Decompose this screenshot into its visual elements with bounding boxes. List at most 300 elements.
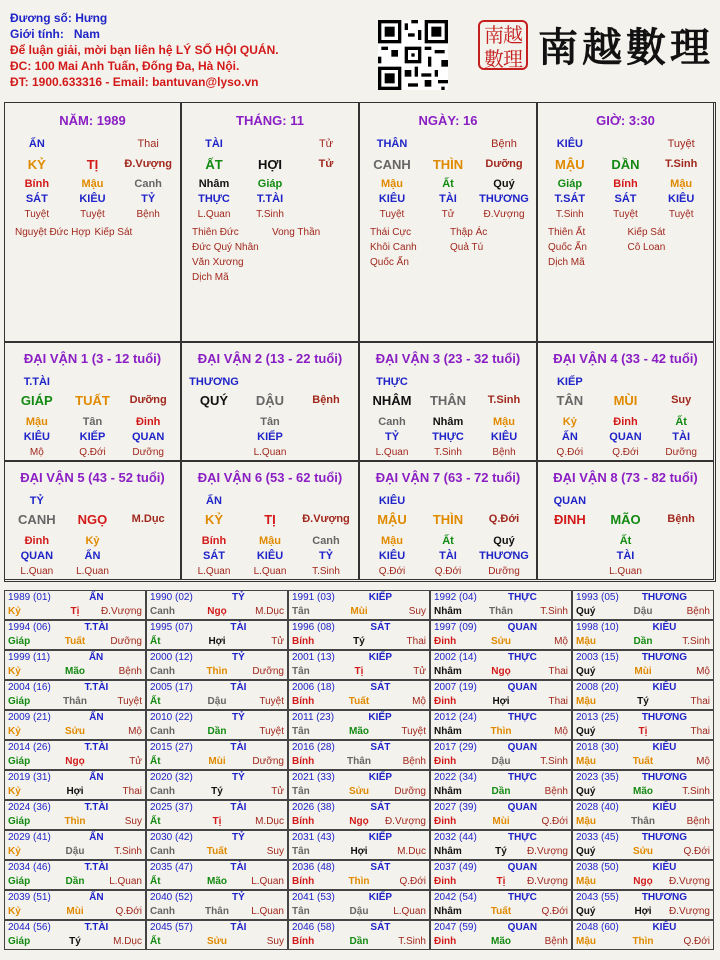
pillar-stars bbox=[15, 225, 174, 240]
year-label: 2009 (21) bbox=[8, 712, 51, 723]
year-cell bbox=[4, 710, 146, 740]
star-label: Khôi Canh bbox=[370, 242, 417, 253]
year-pillar bbox=[289, 635, 429, 649]
year-god: THƯƠNG bbox=[641, 772, 687, 783]
year-pillar bbox=[5, 725, 145, 739]
pillar-hidden-stems-cell: Mậu bbox=[670, 178, 693, 190]
year-stem: Ất bbox=[150, 936, 161, 947]
year-label: 2033 (45) bbox=[576, 832, 619, 843]
pillar-stem-branch bbox=[364, 157, 532, 172]
year-god: KIÊU bbox=[652, 922, 677, 933]
dai-van-life-stage bbox=[186, 445, 354, 460]
seal-stamp: 南越數理 bbox=[478, 20, 528, 70]
year-stem: Mậu bbox=[576, 756, 596, 767]
star-label: Dịch Mã bbox=[192, 272, 229, 283]
year-cell bbox=[572, 650, 714, 680]
dai-van-life-stage-cell: Bệnh bbox=[492, 447, 516, 458]
year-stem: Tân bbox=[292, 786, 310, 797]
dai-van-stem-branch-cell: CANH bbox=[18, 512, 56, 527]
year-branch: Tuất bbox=[490, 906, 512, 917]
year-label: 2023 (35) bbox=[576, 772, 619, 783]
year-pillar bbox=[573, 755, 713, 769]
dai-van-hidden-stems-cell: Đinh bbox=[613, 416, 638, 428]
owner-info: Đương số: Hưng Giới tính: Nam Để luận giải, mời bạn liên hệ LÝ SỐ HỘI QUÁN. ĐC: 100 Mai Anh Tuấn, Đống Đa, Hà Nội. ĐT: 1900.633316 - Email: bantuvan@lyso.vn bbox=[10, 11, 279, 89]
year-cell bbox=[430, 620, 572, 650]
year-god: THƯƠNG bbox=[641, 712, 687, 723]
year-cell bbox=[288, 620, 430, 650]
year-god: T.TÀI bbox=[84, 622, 109, 633]
dai-van-stem-branch-cell: TÂN bbox=[556, 393, 584, 408]
year-pillar bbox=[289, 665, 429, 679]
year-header bbox=[289, 831, 429, 845]
year-header bbox=[289, 861, 429, 875]
year-pillar bbox=[5, 845, 145, 859]
year-stem: Quý bbox=[576, 606, 596, 617]
year-branch: Tý bbox=[495, 846, 507, 857]
year-branch: Mùi bbox=[634, 666, 652, 677]
pillar-hidden-stems-cell: Giáp bbox=[257, 178, 283, 190]
pillar-god-row bbox=[186, 137, 354, 152]
year-branch: Dậu bbox=[491, 756, 511, 767]
year-life-stage: Q.Đới bbox=[115, 906, 142, 917]
pillar-life-stage-cell: Tuyệt bbox=[80, 209, 105, 220]
year-cell bbox=[146, 590, 288, 620]
year-cell bbox=[4, 740, 146, 770]
year-cell bbox=[4, 770, 146, 800]
dai-van-life-stage-cell bbox=[120, 564, 176, 579]
year-stem: Giáp bbox=[8, 936, 31, 947]
year-cell bbox=[146, 920, 288, 950]
year-god: TÀI bbox=[230, 802, 247, 813]
year-header bbox=[147, 741, 287, 755]
dai-van-title: ĐẠI VẬN 2 (13 - 22 tuổi) bbox=[197, 351, 343, 366]
year-cell bbox=[288, 650, 430, 680]
year-stem: Nhâm bbox=[434, 786, 462, 797]
pillar-stem-branch bbox=[186, 157, 354, 172]
year-header bbox=[5, 741, 145, 755]
year-header bbox=[147, 621, 287, 635]
year-god: SÁT bbox=[370, 622, 391, 633]
dai-van-stem-branch-cell: M.Dục bbox=[131, 513, 165, 525]
star-label: Đức Quý Nhân bbox=[192, 242, 259, 253]
year-life-stage: M.Dục bbox=[113, 936, 142, 947]
year-cell bbox=[288, 590, 430, 620]
year-label: 2022 (34) bbox=[434, 772, 477, 783]
year-label: 2028 (40) bbox=[576, 802, 619, 813]
year-life-stage: T.Sinh bbox=[682, 636, 710, 647]
year-label: 1995 (07) bbox=[150, 622, 193, 633]
dai-van-hidden-stems-cell: Ất bbox=[442, 535, 454, 547]
year-life-stage: Đ.Vượng bbox=[668, 876, 710, 887]
year-stem: Đinh bbox=[434, 876, 457, 887]
pillar-hidden-stems-cell: Canh bbox=[134, 178, 162, 190]
dai-van-life-stage-cell: T.Sinh bbox=[312, 566, 340, 577]
year-cell bbox=[572, 710, 714, 740]
year-header bbox=[431, 831, 571, 845]
year-god: THỰC bbox=[507, 832, 537, 843]
star-label bbox=[272, 255, 352, 270]
year-life-stage: Q.Đới bbox=[399, 876, 426, 887]
year-header bbox=[147, 681, 287, 695]
year-cell bbox=[288, 710, 430, 740]
year-header bbox=[5, 891, 145, 905]
year-life-stage: Dưỡng bbox=[110, 636, 142, 647]
star-label: Cô Loan bbox=[627, 242, 666, 253]
dai-van-god bbox=[364, 494, 532, 509]
year-god: SÁT bbox=[370, 862, 391, 873]
star-label: Văn Xương bbox=[192, 257, 244, 268]
year-life-stage: Tử bbox=[271, 636, 284, 647]
pillar-hidden-gods-cell: KIÊU bbox=[378, 193, 406, 205]
year-life-stage: Q.Đới bbox=[541, 906, 568, 917]
year-stem: Canh bbox=[150, 666, 175, 677]
year-branch: Thân bbox=[347, 756, 371, 767]
year-branch: Dậu bbox=[349, 906, 369, 917]
year-label: 2027 (39) bbox=[434, 802, 477, 813]
year-label: 2047 (59) bbox=[434, 922, 477, 933]
year-branch: Hợi bbox=[634, 906, 652, 917]
pillar-stem-branch-cell: TỊ bbox=[86, 157, 99, 172]
year-pillar bbox=[147, 665, 287, 679]
dai-van-hidden-gods-cell: SÁT bbox=[203, 550, 225, 562]
year-god: THƯƠNG bbox=[641, 592, 687, 603]
dai-van-hidden-stems-cell: Bính bbox=[201, 535, 227, 547]
year-label: 2043 (55) bbox=[576, 892, 619, 903]
pillar-hidden-gods-cell: THỰC bbox=[198, 193, 230, 205]
pillar-stars bbox=[192, 225, 352, 285]
year-header bbox=[431, 861, 571, 875]
year-pillar bbox=[431, 665, 571, 679]
dai-van-life-stage bbox=[364, 445, 532, 460]
star-label bbox=[272, 270, 352, 285]
year-label: 1999 (11) bbox=[8, 652, 51, 663]
dai-van-hidden-stems bbox=[364, 415, 532, 430]
dai-van-title: ĐẠI VẬN 6 (53 - 62 tuổi) bbox=[197, 470, 343, 485]
dai-van-stem-branch bbox=[186, 393, 354, 408]
year-branch: Tuất bbox=[64, 636, 86, 647]
year-label: 1990 (02) bbox=[150, 592, 193, 603]
dai-van-hidden-gods bbox=[9, 430, 176, 445]
pillar-hidden-gods-cell: TỶ bbox=[141, 193, 156, 205]
year-life-stage: Bệnh bbox=[118, 666, 142, 677]
pillar-hidden-stems bbox=[186, 177, 354, 192]
pillar-stem-branch-cell: CANH bbox=[373, 157, 411, 172]
logo-text: 南越數理 bbox=[538, 24, 714, 71]
year-life-stage: Mộ bbox=[412, 696, 426, 707]
year-branch: Tị bbox=[638, 726, 648, 737]
year-god: SÁT bbox=[370, 742, 391, 753]
year-life-stage: Đ.Vượng bbox=[526, 876, 568, 887]
dai-van-hidden-gods bbox=[542, 430, 709, 445]
star-label: Kiếp Sát bbox=[94, 227, 133, 238]
year-label: 2045 (57) bbox=[150, 922, 193, 933]
year-branch: Tuất bbox=[632, 756, 654, 767]
year-life-stage: T.Sinh bbox=[114, 846, 142, 857]
year-cell bbox=[572, 770, 714, 800]
year-label: 2025 (37) bbox=[150, 802, 193, 813]
dai-van-life-stage-cell: Q.Đới bbox=[612, 447, 639, 458]
year-branch: Thân bbox=[205, 906, 229, 917]
year-god: SÁT bbox=[370, 682, 391, 693]
dai-van-stem-branch-cell: Bệnh bbox=[667, 513, 695, 525]
year-pillar bbox=[5, 605, 145, 619]
year-stem: Bính bbox=[292, 936, 315, 947]
year-label: 2011 (23) bbox=[292, 712, 335, 723]
year-cell bbox=[288, 770, 430, 800]
year-stem: Kỷ bbox=[8, 606, 21, 617]
dai-van-stem-branch-cell: Dưỡng bbox=[129, 394, 167, 406]
year-header bbox=[289, 681, 429, 695]
dai-van-life-stage-cell: L.Quan bbox=[253, 566, 287, 577]
pillar-hidden-gods-cell: SÁT bbox=[25, 193, 48, 205]
year-header bbox=[147, 801, 287, 815]
year-stem: Giáp bbox=[8, 876, 31, 887]
pillar-hidden-stems-cell: Bính bbox=[24, 178, 50, 190]
year-god: KIÊU bbox=[652, 802, 677, 813]
year-header bbox=[5, 711, 145, 725]
year-stem: Bính bbox=[292, 696, 315, 707]
dai-van-hidden-gods-cell: QUAN bbox=[20, 550, 54, 562]
year-header bbox=[431, 711, 571, 725]
dai-van-life-stage-cell: Dưỡng bbox=[488, 566, 520, 577]
year-header bbox=[5, 771, 145, 785]
year-stem: Nhâm bbox=[434, 906, 462, 917]
pillar-god-row-cell: Thai bbox=[137, 138, 159, 150]
dai-van-hidden-gods-cell: KIẾP bbox=[79, 431, 106, 443]
star-label: Quốc Ấn bbox=[370, 257, 409, 268]
year-label: 1997 (09) bbox=[434, 622, 477, 633]
dai-van-title: ĐẠI VẬN 7 (63 - 72 tuổi) bbox=[375, 470, 521, 485]
year-header bbox=[147, 771, 287, 785]
year-label: 2003 (15) bbox=[576, 652, 619, 663]
dai-van-title: ĐẠI VẬN 4 (33 - 42 tuổi) bbox=[553, 351, 698, 366]
year-pillar bbox=[431, 815, 571, 829]
star-label: Quả Tú bbox=[450, 242, 484, 253]
dai-van-8 bbox=[537, 461, 714, 580]
dai-van-hidden-gods-cell: TÀI bbox=[672, 431, 691, 443]
pillar-stem-branch bbox=[9, 157, 176, 172]
year-header bbox=[573, 621, 713, 635]
dai-van-stem-branch-cell: THÌN bbox=[432, 512, 464, 527]
year-header bbox=[431, 771, 571, 785]
dai-van-hidden-stems-cell: Nhâm bbox=[432, 416, 464, 428]
pillar-stem-branch-cell: Dưỡng bbox=[485, 158, 523, 170]
pillar-life-stage-cell bbox=[298, 207, 354, 222]
year-label: 2006 (18) bbox=[292, 682, 335, 693]
dai-van-1 bbox=[4, 342, 181, 461]
dai-van-hidden-stems-cell bbox=[186, 415, 242, 430]
year-god: QUAN bbox=[507, 682, 538, 693]
year-pillar bbox=[289, 605, 429, 619]
year-branch: Sửu bbox=[632, 846, 653, 857]
year-label: 2030 (42) bbox=[150, 832, 193, 843]
star-label: Thiên Ất bbox=[548, 227, 586, 238]
dai-van-hidden-gods-cell: THƯƠNG bbox=[479, 550, 529, 562]
year-stem: Giáp bbox=[8, 756, 31, 767]
year-stem: Canh bbox=[150, 726, 175, 737]
year-god: KIÊU bbox=[652, 742, 677, 753]
star-label: Thiên Đức bbox=[192, 227, 239, 238]
year-label: 2021 (33) bbox=[292, 772, 335, 783]
pillar-stem-branch-cell: Tử bbox=[318, 158, 334, 170]
dai-van-hidden-gods-cell: TỶ bbox=[384, 431, 400, 443]
dai-van-stem-branch-cell: NHÂM bbox=[372, 393, 412, 408]
year-life-stage: Bệnh bbox=[402, 756, 426, 767]
year-life-stage: Dưỡng bbox=[394, 786, 426, 797]
year-pillar bbox=[573, 635, 713, 649]
year-life-stage: Thai bbox=[690, 696, 710, 707]
pillar-life-stage-cell: Tử bbox=[441, 209, 455, 220]
dai-van-life-stage-cell: L.Quan bbox=[20, 566, 54, 577]
dai-van-hidden-stems-cell bbox=[298, 415, 354, 430]
dai-van-hidden-gods-cell: KIÊU bbox=[23, 431, 50, 443]
year-branch: Thân bbox=[489, 606, 513, 617]
year-label: 2007 (19) bbox=[434, 682, 477, 693]
pillar-4 bbox=[537, 102, 714, 342]
year-pillar bbox=[147, 815, 287, 829]
dai-van-life-stage bbox=[364, 564, 532, 579]
dai-van-hidden-gods bbox=[186, 549, 354, 564]
dai-van-god-label: T.TÀI bbox=[23, 376, 50, 388]
dai-van-stem-branch-cell: T.Sinh bbox=[487, 394, 521, 406]
dai-van-life-stage-cell: L.Quan bbox=[609, 566, 642, 577]
dai-van-hidden-stems-cell: Mậu bbox=[493, 416, 515, 428]
dai-van-hidden-gods bbox=[9, 549, 176, 564]
dai-van-life-stage-cell: T.Sinh bbox=[434, 447, 462, 458]
year-branch: Tuất bbox=[206, 846, 228, 857]
dai-van-god bbox=[9, 375, 176, 390]
dai-van-4 bbox=[537, 342, 714, 461]
pillar-hidden-stems-cell: Bính bbox=[613, 178, 638, 190]
year-branch: Thân bbox=[63, 696, 87, 707]
year-branch: Tị bbox=[354, 666, 364, 677]
pillar-god-row-cell: ẤN bbox=[28, 138, 45, 150]
dai-van-hidden-stems-cell: Tân bbox=[260, 416, 280, 428]
year-stem: Mậu bbox=[576, 876, 596, 887]
dai-van-hidden-stems bbox=[9, 415, 176, 430]
pillar-life-stage bbox=[186, 207, 354, 222]
dai-van-title: ĐẠI VẬN 5 (43 - 52 tuổi) bbox=[20, 470, 165, 485]
year-life-stage: T.Sinh bbox=[540, 606, 568, 617]
year-label: 2026 (38) bbox=[292, 802, 335, 813]
pillar-life-stage-cell: Bệnh bbox=[136, 209, 160, 220]
year-life-stage: Tuyệt bbox=[259, 696, 284, 707]
dai-van-hidden-gods-cell: TỶ bbox=[318, 550, 334, 562]
year-stem: Quý bbox=[576, 846, 596, 857]
dai-van-hidden-gods-cell bbox=[542, 549, 598, 564]
dai-van-hidden-stems bbox=[186, 415, 354, 430]
dai-van-stem-branch-cell: MẬU bbox=[377, 512, 407, 527]
year-branch: Sửu bbox=[64, 726, 85, 737]
year-life-stage: T.Sinh bbox=[398, 936, 426, 947]
year-cell bbox=[146, 650, 288, 680]
year-cell bbox=[288, 680, 430, 710]
year-stem: Nhâm bbox=[434, 846, 462, 857]
year-god: THƯƠNG bbox=[641, 832, 687, 843]
pillar-2 bbox=[181, 102, 359, 342]
year-label: 2014 (26) bbox=[8, 742, 51, 753]
year-label: 2000 (12) bbox=[150, 652, 193, 663]
year-label: 2008 (20) bbox=[576, 682, 619, 693]
pillar-hidden-stems bbox=[364, 177, 532, 192]
year-header bbox=[431, 891, 571, 905]
year-god: QUAN bbox=[507, 922, 538, 933]
year-stem: Đinh bbox=[434, 756, 457, 767]
year-stem: Nhâm bbox=[434, 726, 462, 737]
year-label: 2032 (44) bbox=[434, 832, 477, 843]
year-header bbox=[573, 831, 713, 845]
year-cell bbox=[146, 860, 288, 890]
year-pillar bbox=[573, 845, 713, 859]
year-life-stage: Thai bbox=[690, 726, 710, 737]
year-label: 2013 (25) bbox=[576, 712, 619, 723]
year-branch: Tị bbox=[212, 816, 222, 827]
year-god: TỶ bbox=[232, 892, 245, 903]
year-cell bbox=[430, 920, 572, 950]
year-life-stage: Q.Đới bbox=[683, 936, 710, 947]
year-branch: Tị bbox=[70, 606, 80, 617]
year-branch: Dần bbox=[633, 636, 653, 647]
year-pillar bbox=[289, 875, 429, 889]
year-branch: Hợi bbox=[208, 636, 226, 647]
address-line: ĐC: 100 Mai Anh Tuấn, Đống Đa, Hà Nội. bbox=[10, 59, 240, 73]
year-branch: Ngọ bbox=[207, 606, 227, 617]
year-god: T.TÀI bbox=[84, 802, 109, 813]
pillar-life-stage-cell: L.Quan bbox=[197, 209, 231, 220]
year-label: 1996 (08) bbox=[292, 622, 335, 633]
year-god: ẤN bbox=[89, 772, 104, 783]
year-branch: Tý bbox=[353, 636, 365, 647]
year-label: 2039 (51) bbox=[8, 892, 51, 903]
year-label: 2038 (50) bbox=[576, 862, 619, 873]
year-life-stage: Bệnh bbox=[544, 786, 568, 797]
dai-van-hidden-gods-cell: QUAN bbox=[131, 431, 165, 443]
pillar-hidden-stems-cell bbox=[298, 177, 354, 192]
dai-van-life-stage-cell: L.Quan bbox=[76, 566, 109, 577]
dai-van-hidden-gods-cell: ẤN bbox=[84, 550, 101, 562]
year-life-stage: Đ.Vượng bbox=[384, 816, 426, 827]
dai-van-stem-branch bbox=[186, 512, 354, 527]
year-pillar bbox=[573, 725, 713, 739]
dai-van-hidden-gods bbox=[542, 549, 709, 564]
year-header bbox=[431, 591, 571, 605]
pillar-god-row-cell: KIÊU bbox=[556, 138, 583, 150]
year-label: 1991 (03) bbox=[292, 592, 335, 603]
dai-van-hidden-stems-cell: Canh bbox=[312, 535, 340, 547]
dai-van-hidden-stems-cell: Mậu bbox=[259, 535, 281, 547]
dai-van-hidden-gods-cell: KIÊU bbox=[490, 431, 518, 443]
pillar-stem-branch-cell: KỶ bbox=[27, 157, 46, 172]
year-god: TÀI bbox=[230, 742, 247, 753]
year-pillar bbox=[147, 845, 287, 859]
year-stem: Bính bbox=[292, 756, 315, 767]
year-stem: Quý bbox=[576, 726, 596, 737]
dai-van-stem-branch-cell: Q.Đới bbox=[488, 513, 520, 525]
year-header bbox=[289, 801, 429, 815]
pillar-3 bbox=[359, 102, 537, 342]
dai-van-life-stage-cell: L.Quan bbox=[375, 447, 409, 458]
year-branch: Thìn bbox=[490, 726, 512, 737]
year-god: TỶ bbox=[232, 712, 245, 723]
year-god: THỰC bbox=[507, 712, 537, 723]
year-header bbox=[147, 831, 287, 845]
year-header bbox=[573, 771, 713, 785]
year-pillar bbox=[289, 845, 429, 859]
year-label: 2020 (32) bbox=[150, 772, 193, 783]
year-pillar bbox=[431, 635, 571, 649]
year-branch: Mão bbox=[64, 666, 85, 677]
year-god: SÁT bbox=[370, 922, 391, 933]
